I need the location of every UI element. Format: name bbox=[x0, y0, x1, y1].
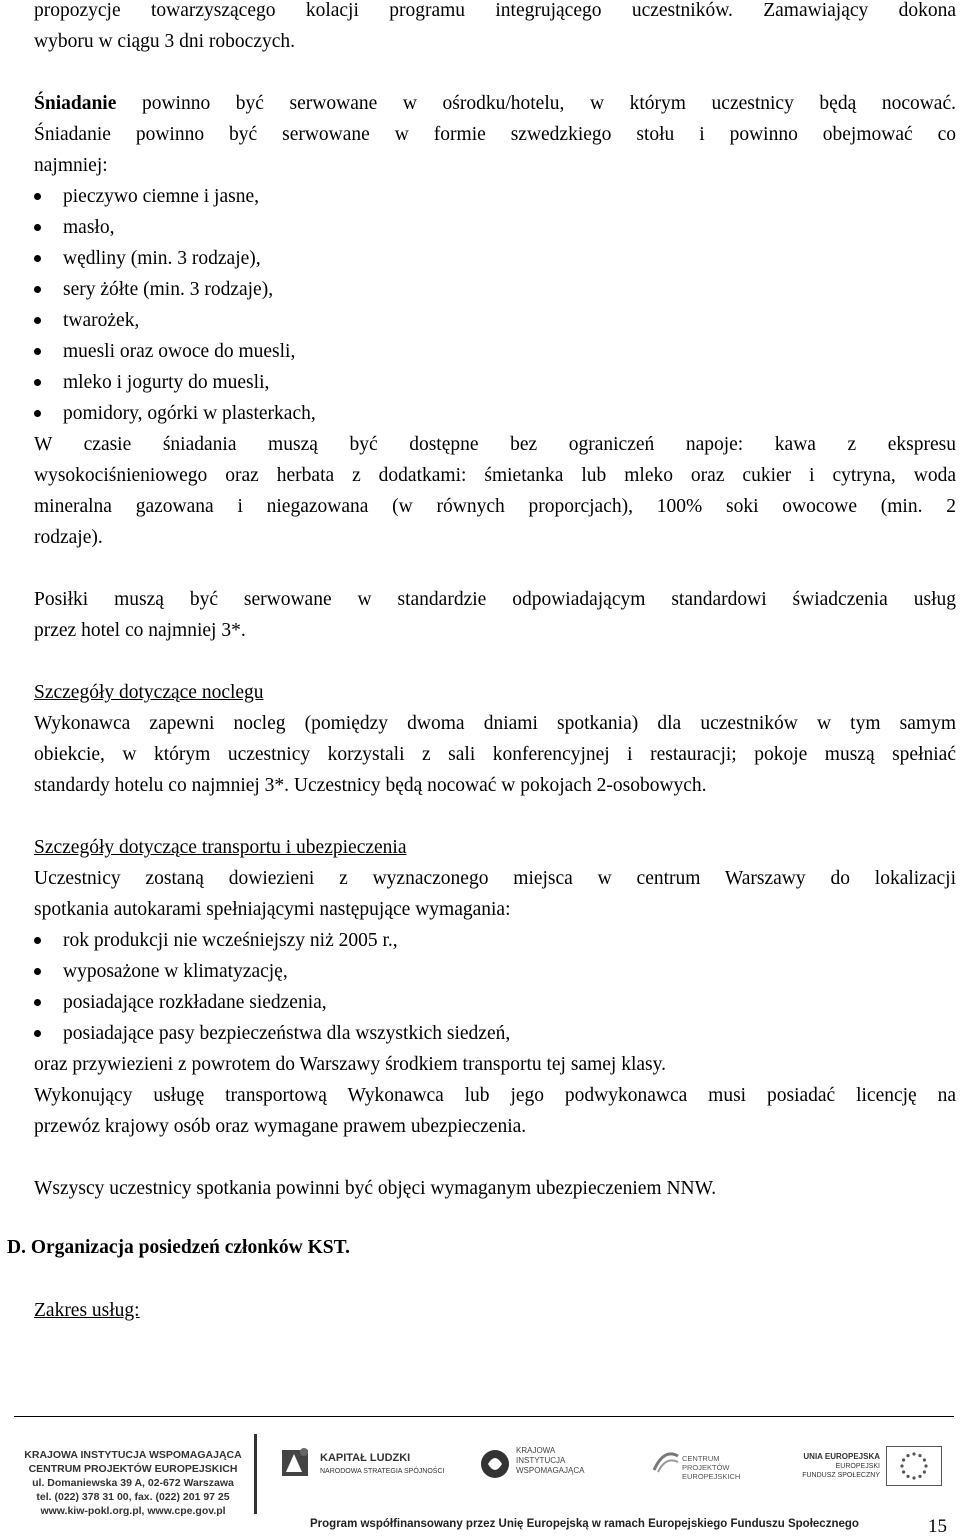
page-number: 15 bbox=[928, 1516, 947, 1537]
kapital-ludzki-logo bbox=[280, 1440, 450, 1500]
insurance-line: Wszyscy uczestnicy spotkania powinni być objęci wymaganym ubezpieczeniem NNW. bbox=[34, 1178, 717, 1199]
bullet-icon bbox=[34, 937, 41, 944]
kiw-line: INSTYTUCJA bbox=[516, 1456, 566, 1465]
footer-divider bbox=[14, 1416, 954, 1417]
breakfast-line-rest: powinno być serwowane w ośrodku/hotelu, w którym uczestnicy będą nocować. bbox=[116, 93, 956, 114]
list-item-text: masło, bbox=[63, 217, 115, 238]
cpe-logo bbox=[650, 1440, 760, 1500]
address-line: ul. Domaniewska 39 A, 02-672 Warszawa bbox=[32, 1477, 234, 1489]
kiw-logo bbox=[478, 1440, 588, 1500]
footer-separator bbox=[254, 1434, 257, 1514]
eu-flag-icon bbox=[886, 1446, 942, 1486]
ue-logo bbox=[788, 1440, 948, 1500]
transport-line: spotkania autokarami spełniającymi następujące wymagania: bbox=[34, 899, 511, 920]
list-item-text: wędliny (min. 3 rodzaje), bbox=[63, 248, 261, 269]
address-line: CENTRUM PROJEKTÓW EUROPEJSKICH bbox=[28, 1463, 238, 1475]
list-item-text: muesli oraz owoce do muesli, bbox=[63, 341, 296, 362]
drinks-line: mineralna gazowana i niegazowana (w równych proporcjach), 100% soki owocowe (min. 2 bbox=[34, 496, 956, 517]
cpe-line: EUROPEJSKICH bbox=[682, 1472, 741, 1481]
bullet-icon bbox=[34, 286, 41, 293]
address-line: www.kiw-pokl.org.pl, www.cpe.gov.pl bbox=[40, 1505, 226, 1517]
kl-title: KAPITAŁ LUDZKI bbox=[320, 1452, 411, 1464]
bullet-icon bbox=[34, 193, 41, 200]
bullet-icon bbox=[34, 1030, 41, 1037]
list-item-text: posiadające rozkładane siedzenia, bbox=[63, 992, 327, 1013]
drinks-line: rodzaje). bbox=[34, 527, 103, 548]
bullet-icon bbox=[34, 255, 41, 262]
bullet-icon bbox=[34, 379, 41, 386]
transport-heading-text: Szczegóły dotyczące transportu i ubezpieczenia bbox=[34, 837, 407, 858]
list-item-text: sery żółte (min. 3 rodzaje), bbox=[63, 279, 274, 300]
lodging-heading bbox=[34, 677, 264, 708]
bullet-icon bbox=[34, 317, 41, 324]
cpe-icon bbox=[650, 1446, 680, 1476]
lodging-line: standardy hotelu co najmniej 3*. Uczestnicy będą nocować w pokojach 2-osobowych. bbox=[34, 775, 707, 796]
transport-line: oraz przywiezieni z powrotem do Warszawy środkiem transportu tej samej klasy. bbox=[34, 1054, 666, 1075]
program-footer-text: Program współfinansowany przez Unię Europejską w ramach Europejskiego Funduszu Społecznego bbox=[310, 1518, 859, 1530]
paragraph-line: wyboru w ciągu 3 dni roboczych. bbox=[34, 31, 296, 52]
bullet-icon bbox=[34, 348, 41, 355]
kiw-line: KRAJOWA bbox=[516, 1446, 556, 1455]
lodging-line: Wykonawca zapewni nocleg (pomiędzy dwoma dniami spotkania) dla uczestników w tym samym bbox=[34, 713, 956, 734]
list-item-text: pomidory, ogórki w plasterkach, bbox=[63, 403, 316, 424]
bullet-icon bbox=[34, 999, 41, 1006]
address-line: tel. (022) 378 31 00, fax. (022) 201 97 25 bbox=[36, 1491, 230, 1503]
cpe-line: CENTRUM PROJEKTÓW bbox=[682, 1454, 730, 1472]
list-item-text: pieczywo ciemne i jasne, bbox=[63, 186, 259, 207]
drinks-line: W czasie śniadania muszą być dostępne bez ograniczeń napoje: kawa z ekspresu bbox=[34, 434, 956, 455]
transport-heading bbox=[34, 832, 406, 863]
ue-subtitle: EUROPEJSKI bbox=[835, 1463, 880, 1470]
kapital-ludzki-icon bbox=[280, 1444, 314, 1480]
ue-subtitle: FUNDUSZ SPOŁECZNY bbox=[802, 1472, 880, 1479]
transport-line: Uczestnicy zostaną dowiezieni z wyznaczonego miejsca w centrum Warszawy do lokalizacji bbox=[34, 868, 956, 889]
transport-line: Wykonujący usługę transportową Wykonawca lub jego podwykonawca musi posiadać licencję na bbox=[34, 1085, 956, 1106]
bullet-icon bbox=[34, 410, 41, 417]
scope-heading-text: Zakres usług: bbox=[34, 1300, 140, 1321]
bullet-icon bbox=[34, 224, 41, 231]
breakfast-line: Śniadanie powinno być serwowane w formie szwedzkiego stołu i powinno obejmować co bbox=[34, 124, 956, 145]
list-item-text: wyposażone w klimatyzację, bbox=[63, 961, 288, 982]
lodging-line: obiekcie, w którym uczestnicy korzystali z sali konferencyjnej i restauracji; pokoje muszą spełniać bbox=[34, 744, 956, 765]
meals-line: przez hotel co najmniej 3*. bbox=[34, 620, 246, 641]
kl-subtitle: NARODOWA STRATEGIA SPÓJNOŚCI bbox=[320, 1468, 445, 1475]
drinks-line: wysokociśnieniowego oraz herbata z dodatkami: śmietanka lub mleko oraz cukier i cytryna, woda bbox=[34, 465, 956, 486]
kiw-icon bbox=[478, 1444, 512, 1484]
transport-line: przewóz krajowy osób oraz wymagane prawem ubezpieczenia. bbox=[34, 1116, 527, 1137]
footer-address bbox=[8, 1448, 258, 1518]
bullet-icon bbox=[34, 968, 41, 975]
kiw-line: WSPOMAGAJĄCA bbox=[516, 1466, 585, 1475]
list-item-text: posiadające pasy bezpieczeństwa dla wszystkich siedzeń, bbox=[63, 1023, 511, 1044]
list-item-text: twarożek, bbox=[63, 310, 140, 331]
lodging-heading-text: Szczegóły dotyczące noclegu bbox=[34, 682, 264, 703]
address-line: KRAJOWA INSTYTUCJA WSPOMAGAJĄCA bbox=[24, 1449, 242, 1461]
scope-heading bbox=[34, 1295, 140, 1326]
section-d-heading: D. Organizacja posiedzeń członków KST. bbox=[7, 1237, 351, 1258]
list-item-text: mleko i jogurty do muesli, bbox=[63, 372, 270, 393]
paragraph-line: propozycje towarzyszącego kolacji programu integrującego uczestników. Zamawiający dokona bbox=[34, 0, 956, 21]
breakfast-line: najmniej: bbox=[34, 155, 108, 176]
breakfast-bold: Śniadanie bbox=[34, 93, 117, 114]
list-item-text: rok produkcji nie wcześniejszy niż 2005 r., bbox=[63, 930, 398, 951]
ue-title: UNIA EUROPEJSKA bbox=[803, 1452, 880, 1461]
breakfast-line bbox=[34, 88, 956, 119]
meals-line: Posiłki muszą być serwowane w standardzie odpowiadającym standardowi świadczenia usług bbox=[34, 589, 956, 610]
